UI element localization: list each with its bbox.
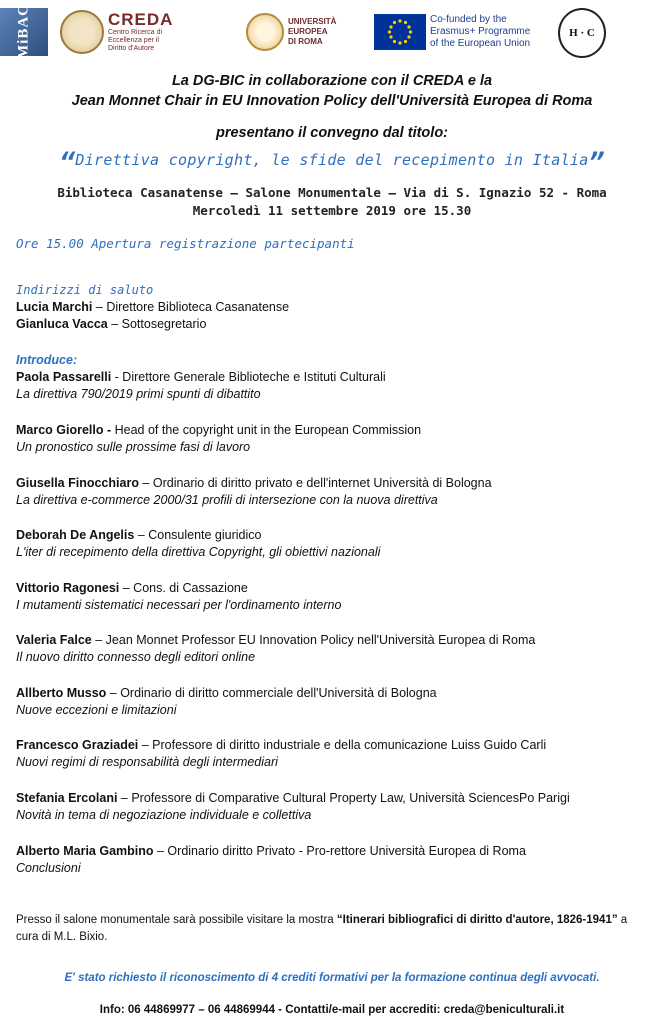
speaker-item xyxy=(16,580,646,614)
creda-logo-sub1: Centro Ricerca di xyxy=(108,29,163,36)
mibac-logo-text: MiBAC xyxy=(15,4,32,60)
speaker-talk: Un pronostico sulle prossime fasi di lavoro xyxy=(16,440,251,454)
creda-logo-sub3: Diritto d'Autore xyxy=(108,45,155,52)
speaker-talk: Nuove eccezioni e limitazioni xyxy=(16,703,177,717)
speaker-name: Alberto Maria Gambino xyxy=(16,844,154,858)
uer-logo-line2: EUROPEA xyxy=(288,27,328,36)
exhibition-note xyxy=(16,912,646,946)
speaker-role: - Direttore Generale Biblioteche e Istituti Culturali xyxy=(111,370,386,384)
greeting-role: – Direttore Biblioteca Casanatense xyxy=(92,300,290,314)
header-line-3: presentano il convegno dal titolo: xyxy=(215,125,448,141)
greeting-item xyxy=(16,299,646,316)
speaker-talk: Il nuovo diritto connesso degli editori online xyxy=(16,650,256,664)
creda-logo-sub2: Eccellenza per il xyxy=(108,37,159,44)
exhibition-title: “Itinerari bibliografici di diritto d'autore, 1826-1941” xyxy=(336,914,618,926)
greetings-section xyxy=(16,282,646,333)
speaker-talk: Nuovi regimi di responsabilità degli intermediari xyxy=(16,755,278,769)
speaker-item xyxy=(16,527,646,561)
speaker-item xyxy=(16,475,646,509)
speaker-name: Paola Passarelli xyxy=(16,370,112,384)
event-title xyxy=(0,148,664,178)
eu-flag-icon xyxy=(374,14,426,50)
close-quote: ” xyxy=(588,148,605,178)
event-date: Mercoledì 11 settembre 2019 ore 15.30 xyxy=(192,203,472,218)
credits-note: E' stato richiesto il riconoscimento di 4 crediti formativi per la formazione continua degli avvocati. xyxy=(64,972,600,984)
greeting-role: – Sottosegretario xyxy=(107,317,207,331)
speaker-role: – Professore di diritto industriale e della comunicazione Luiss Guido Carli xyxy=(138,738,547,752)
speaker-name: Giusella Finocchiaro xyxy=(16,476,139,490)
speaker-role: – Ordinario di diritto privato e dell'internet Università di Bologna xyxy=(138,476,492,490)
speaker-name: Allberto Musso xyxy=(16,686,107,700)
speaker-name: Vittorio Ragonesi xyxy=(16,581,120,595)
speaker-role: – Professore di Comparative Cultural Property Law, Università SciencesPo Parigi xyxy=(117,791,570,805)
speaker-item xyxy=(16,369,646,403)
eu-logo-line2: Erasmus+ Programme xyxy=(430,26,531,37)
speaker-name: Stefania Ercolani xyxy=(16,791,118,805)
greetings-label: Indirizzi di saluto xyxy=(16,283,154,297)
open-quote: “ xyxy=(59,148,76,178)
speaker-item xyxy=(16,685,646,719)
speaker-item xyxy=(16,737,646,771)
creda-logo xyxy=(60,8,236,56)
uer-logo-line3: DI ROMA xyxy=(288,37,323,46)
eu-logo-line3: of the European Union xyxy=(430,38,531,49)
greeting-item xyxy=(16,316,646,333)
speaker-talk: Conclusioni xyxy=(16,861,81,875)
header-line-2: Jean Monnet Chair in EU Innovation Policy dell'Università Europea di Roma xyxy=(71,93,593,109)
greeting-name: Gianluca Vacca xyxy=(16,317,108,331)
venue: Biblioteca Casanatense – Salone Monumentale – Via di S. Ignazio 52 - Roma xyxy=(57,185,607,200)
speaker-name: Deborah De Angelis xyxy=(16,528,135,542)
eu-logo-line1: Co-funded by the xyxy=(430,14,507,25)
speaker-role: – Ordinario di diritto commerciale dell'Università di Bologna xyxy=(106,686,437,700)
speaker-talk: La direttiva e-commerce 2000/31 profili di intersezione con la nuova direttiva xyxy=(16,493,438,507)
speaker-item xyxy=(16,843,646,877)
speaker-talk: I mutamenti sistematici necessari per l'ordinamento interno xyxy=(16,598,342,612)
erasmus-logo xyxy=(374,8,550,56)
speaker-talk: Novità in tema di negoziazione individuale e collettiva xyxy=(16,808,312,822)
jean-monnet-seal xyxy=(558,8,606,58)
speaker-item xyxy=(16,790,646,824)
uer-logo-line1: UNIVERSITÀ xyxy=(288,17,337,26)
event-title-text: Direttiva copyright, le sfide del recepimento in Italia xyxy=(75,151,589,169)
speaker-item xyxy=(16,422,646,456)
logo-strip xyxy=(0,4,664,60)
speaker-role: – Cons. di Cassazione xyxy=(119,581,248,595)
mibac-logo xyxy=(0,4,48,60)
introduce-label: Introduce: xyxy=(16,353,78,367)
exhibition-post: a cura di M.L. Bixio. xyxy=(16,914,628,943)
speaker-item xyxy=(16,632,646,666)
header-line-1: La DG-BIC in collaborazione con il CREDA e la xyxy=(171,73,493,89)
speaker-talk: L'iter di recepimento della direttiva Copyright, gli obiettivi nazionali xyxy=(16,545,381,559)
creda-seal-icon xyxy=(60,10,104,54)
speaker-role: – Jean Monnet Professor EU Innovation Policy nell'Università Europea di Roma xyxy=(91,633,536,647)
uer-logo xyxy=(246,8,364,56)
speaker-name: Francesco Graziadei xyxy=(16,738,139,752)
registration-note: Ore 15.00 Apertura registrazione partecipanti xyxy=(16,236,355,251)
exhibition-pre: Presso il salone monumentale sarà possibile visitare la mostra xyxy=(16,914,337,926)
uer-seal-icon xyxy=(246,13,284,51)
speaker-name: Marco Giorello - xyxy=(16,423,112,437)
contact-info: Info: 06 44869977 – 06 44869944 - Contatti/e-mail per accrediti: creda@beniculturali.it xyxy=(99,1004,565,1016)
speaker-role: Head of the copyright unit in the European Commission xyxy=(111,423,422,437)
greeting-name: Lucia Marchi xyxy=(16,300,93,314)
creda-logo-title: CREDA xyxy=(108,10,174,29)
speaker-talk: La direttiva 790/2019 primi spunti di dibattito xyxy=(16,387,261,401)
speaker-role: – Ordinario diritto Privato - Pro-rettore Università Europea di Roma xyxy=(153,844,526,858)
jean-monnet-seal-text: H · C xyxy=(569,27,595,39)
speaker-role: – Consulente giuridico xyxy=(134,528,262,542)
speaker-name: Valeria Falce xyxy=(16,633,92,647)
